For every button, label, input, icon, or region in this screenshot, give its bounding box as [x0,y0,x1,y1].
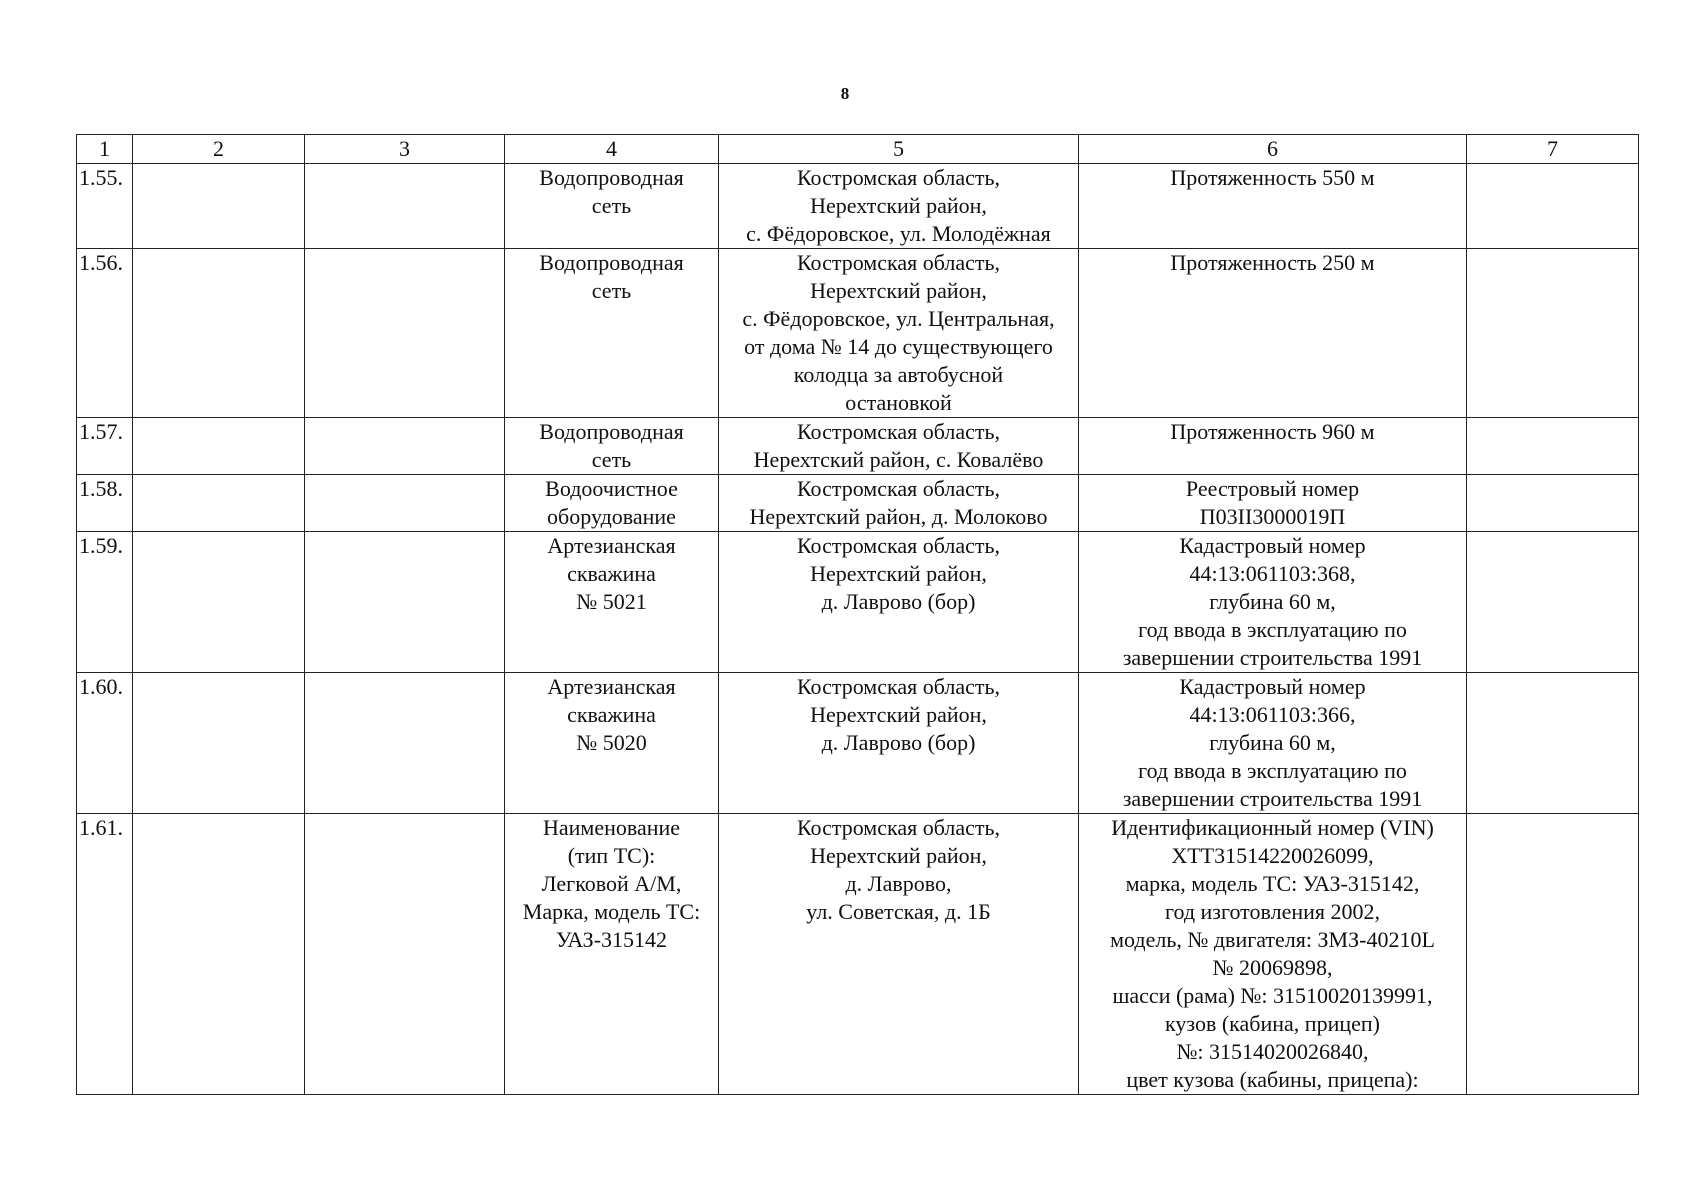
details-line: Реестровый номер [1185,476,1360,501]
row-number: 1.59. [77,532,133,673]
details-line: Идентификационный номер (VIN) [1111,815,1434,840]
details-line: шасси (рама) №: 31510020139991, [1112,983,1433,1008]
object-name-line: № 5021 [576,589,647,614]
cell-col7 [1467,814,1639,1095]
object-name-line: Артезианская [547,674,676,699]
cell-col2 [133,475,305,532]
address-cell [719,249,1079,418]
address-cell [719,814,1079,1095]
cell-col2 [133,249,305,418]
address-line: от дома № 14 до существующего [744,334,1053,359]
address-cell [719,673,1079,814]
object-name-cell [505,164,719,249]
object-name-line: Легковой А/М, [541,871,682,896]
object-name-line: сеть [591,447,632,472]
details-line: завершении строительства 1991 [1122,786,1423,811]
row-number: 1.57. [77,418,133,475]
object-name-line: Водопроводная [539,250,684,275]
row-number: 1.56. [77,249,133,418]
details-line: год ввода в эксплуатацию по [1138,758,1407,783]
details-line: год ввода в эксплуатацию по [1138,617,1407,642]
address-line: колодца за автобусной [793,362,1004,387]
column-header-1: 1 [77,135,133,164]
object-name-line: УАЗ-315142 [555,927,668,952]
object-name-line: сеть [591,278,632,303]
object-name-line: № 5020 [576,730,647,755]
table-row [77,532,1639,673]
table-row [77,475,1639,532]
details-line: Протяженность 550 м [1170,165,1375,190]
object-name-line: сеть [591,193,632,218]
column-header-6: 6 [1079,135,1467,164]
column-header-4: 4 [505,135,719,164]
details-line: №: 31514020026840, [1176,1039,1369,1064]
row-number: 1.55. [77,164,133,249]
cell-col7 [1467,532,1639,673]
row-number: 1.60. [77,673,133,814]
cell-col7 [1467,164,1639,249]
details-line: марка, модель ТС: УАЗ-315142, [1125,871,1420,896]
object-name-line: Марка, модель ТС: [522,899,701,924]
address-line: Нерехтский район, д. Молоково [749,504,1048,529]
cell-col2 [133,673,305,814]
details-cell [1079,475,1467,532]
table-row [77,249,1639,418]
address-line: Костромская область, [796,815,1001,840]
object-name-line: Водоочистное [545,476,678,501]
cell-col3 [305,532,505,673]
details-line: 44:13:061103:366, [1189,702,1356,727]
registry-table [76,134,1639,1095]
object-name-line: Артезианская [547,533,676,558]
cell-col7 [1467,418,1639,475]
cell-col2 [133,418,305,475]
details-line: Протяженность 250 м [1170,250,1375,275]
details-line: глубина 60 м, [1209,589,1336,614]
address-line: д. Лаврово, [845,871,952,896]
details-line: Протяженность 960 м [1170,419,1375,444]
column-header-2: 2 [133,135,305,164]
details-line: 44:13:061103:368, [1189,561,1356,586]
address-line: Костромская область, [796,674,1001,699]
address-cell [719,164,1079,249]
address-line: д. Лаврово (бор) [821,730,976,755]
address-cell [719,475,1079,532]
object-name-line: оборудование [547,504,676,529]
cell-col2 [133,164,305,249]
object-name-cell [505,475,719,532]
column-header-7: 7 [1467,135,1639,164]
details-cell [1079,673,1467,814]
address-line: Нерехтский район, [810,278,987,303]
details-line: модель, № двигателя: ЗМЗ-40210L [1110,927,1435,952]
cell-col3 [305,814,505,1095]
details-cell [1079,418,1467,475]
cell-col3 [305,418,505,475]
details-line: Кадастровый номер [1179,533,1366,558]
object-name-cell [505,532,719,673]
details-line: Кадастровый номер [1179,674,1366,699]
address-line: Нерехтский район, [810,702,987,727]
details-line: XTT31514220026099, [1171,843,1374,868]
table-row [77,673,1639,814]
cell-col3 [305,249,505,418]
address-line: Нерехтский район, с. Ковалёво [753,447,1044,472]
object-name-line: Наименование [542,815,681,840]
details-line: кузов (кабина, прицеп) [1165,1011,1380,1036]
address-line: с. Фёдоровское, ул. Центральная, [742,306,1055,331]
address-line: остановкой [845,390,952,415]
address-line: Костромская область, [796,476,1001,501]
row-number: 1.61. [77,814,133,1095]
details-line: глубина 60 м, [1209,730,1336,755]
details-cell [1079,249,1467,418]
cell-col3 [305,164,505,249]
address-line: ул. Советская, д. 1Б [806,899,991,924]
details-cell [1079,164,1467,249]
object-name-line: (тип ТС): [567,843,656,868]
address-line: Костромская область, [796,533,1001,558]
table-row [77,164,1639,249]
address-cell [719,532,1079,673]
address-line: д. Лаврово (бор) [821,589,976,614]
table-row [77,814,1639,1095]
object-name-line: скважина [567,561,656,586]
details-line: год изготовления 2002, [1164,899,1380,924]
address-cell [719,418,1079,475]
details-line: цвет кузова (кабины, прицепа): [1126,1067,1419,1092]
cell-col3 [305,475,505,532]
cell-col2 [133,814,305,1095]
object-name-cell [505,814,719,1095]
cell-col2 [133,532,305,673]
column-header-3: 3 [305,135,505,164]
column-header-5: 5 [719,135,1079,164]
cell-col7 [1467,249,1639,418]
object-name-line: скважина [567,702,656,727]
details-line: завершении строительства 1991 [1122,645,1423,670]
object-name-line: Водопроводная [539,419,684,444]
details-cell [1079,532,1467,673]
table-row [77,418,1639,475]
header-row [77,135,1639,164]
row-number: 1.58. [77,475,133,532]
cell-col7 [1467,475,1639,532]
details-line: № 20069898, [1212,955,1333,980]
details-line: П03II3000019П [1199,504,1346,529]
address-line: Нерехтский район, [810,843,987,868]
object-name-cell [505,418,719,475]
details-cell [1079,814,1467,1095]
object-name-cell [505,673,719,814]
address-line: Нерехтский район, [810,193,987,218]
page-number: 8 [840,84,850,103]
address-line: Костромская область, [796,419,1001,444]
address-line: Костромская область, [796,165,1001,190]
object-name-cell [505,249,719,418]
object-name-line: Водопроводная [539,165,684,190]
address-line: Костромская область, [796,250,1001,275]
address-line: с. Фёдоровское, ул. Молодёжная [746,221,1051,246]
cell-col3 [305,673,505,814]
address-line: Нерехтский район, [810,561,987,586]
cell-col7 [1467,673,1639,814]
